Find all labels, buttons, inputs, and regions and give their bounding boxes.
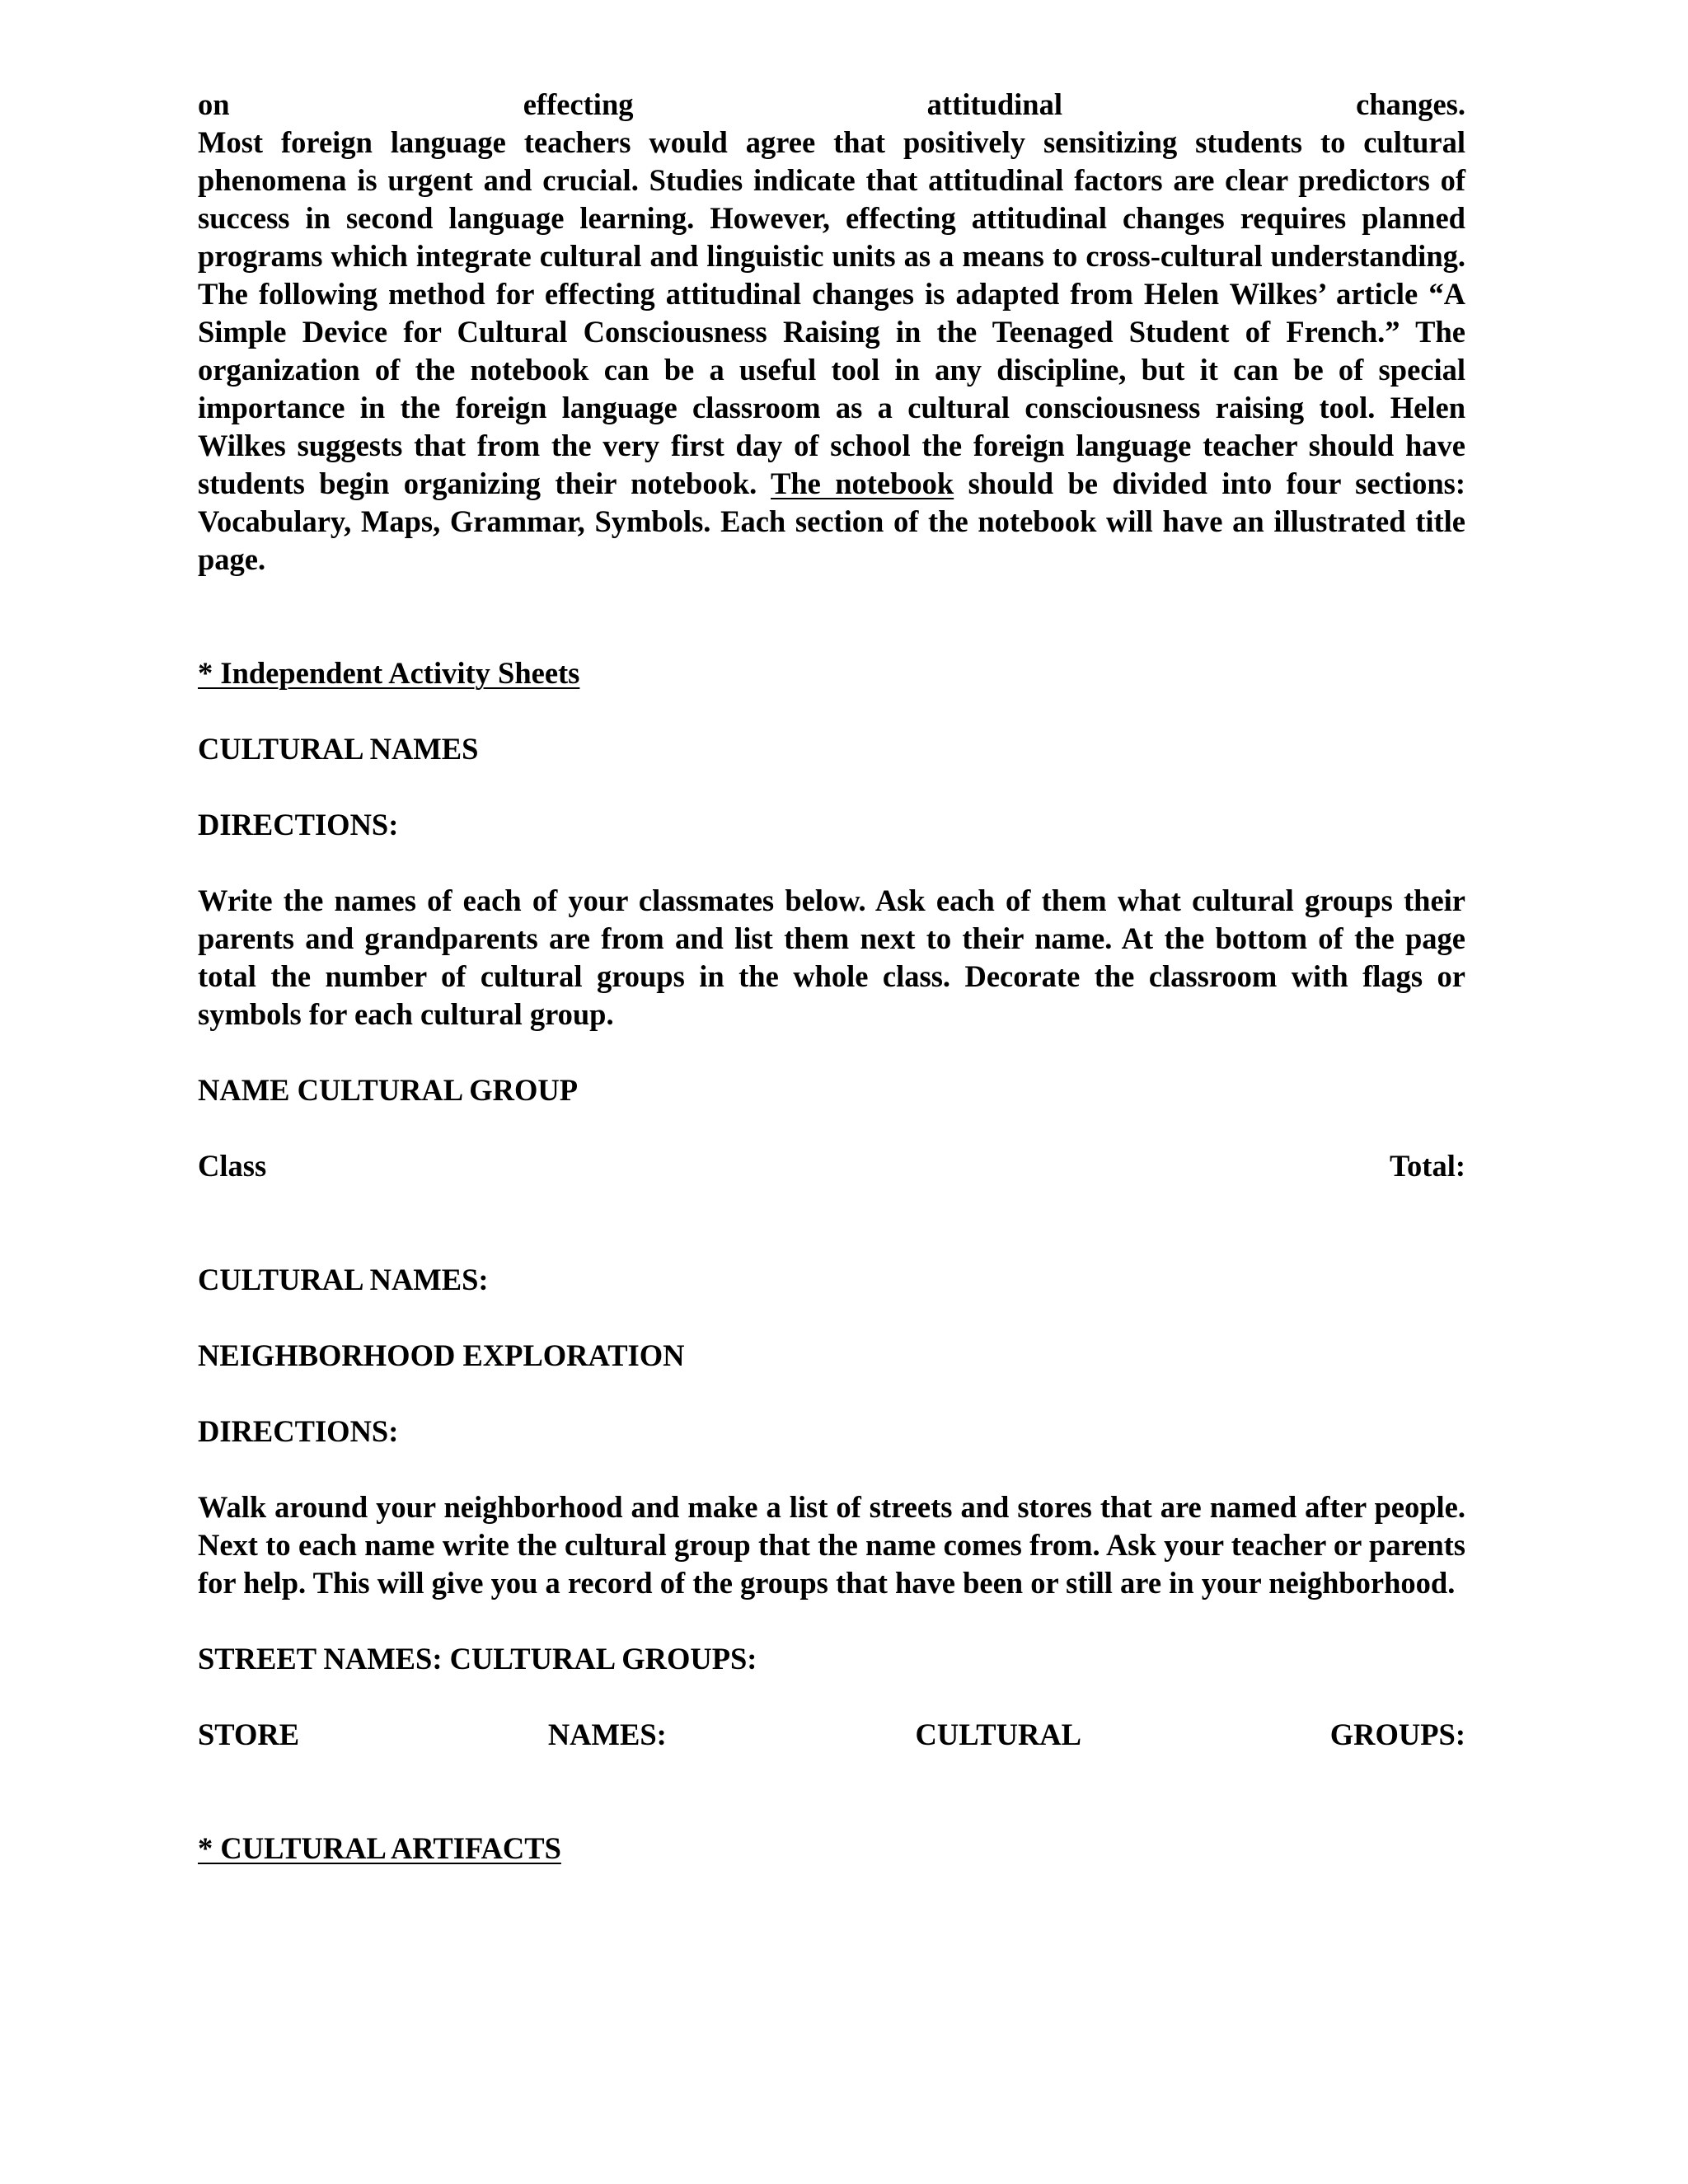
class-label: Class bbox=[198, 1149, 267, 1183]
intro-text-after: should be divided into four sections: Vocabulary, Maps, Grammar, Symbols. Each section of the notebook will have an illustrated title page. bbox=[198, 466, 1465, 576]
cultural-names-directions-label: DIRECTIONS: bbox=[198, 808, 399, 841]
store-word: CULTURAL bbox=[915, 1718, 1082, 1751]
neighborhood-directions-label: DIRECTIONS: bbox=[198, 1414, 399, 1448]
neighborhood-title-line2: NEIGHBORHOOD EXPLORATION bbox=[198, 1338, 685, 1372]
total-label: Total: bbox=[1390, 1149, 1465, 1183]
neighborhood-directions-text: Walk around your neighborhood and make a list of streets and stores that are named after people. Next to each name write the cultural group that the name comes from. Ask your teacher or parents for help. This will give you a record of the groups that have been or still are in your neighborhood. bbox=[198, 1490, 1465, 1600]
cultural-artifacts-heading-text: * CULTURAL ARTIFACTS bbox=[198, 1831, 561, 1865]
activity-sheets-heading-text: * Independent Activity Sheets bbox=[198, 656, 580, 690]
intro-paragraph bbox=[198, 124, 1465, 579]
notebook-underlined-phrase: The notebook bbox=[770, 466, 954, 500]
store-word: GROUPS: bbox=[1329, 1718, 1465, 1751]
store-names-line bbox=[198, 1716, 1465, 1754]
page-content bbox=[198, 86, 1465, 1868]
cultural-names-title: CULTURAL NAMES bbox=[198, 732, 479, 766]
intro-word: attitudinal bbox=[926, 87, 1062, 121]
intro-text-before: Most foreign language teachers would agree that positively sensitizing students to cultural phenomena is urgent and crucial. Studies indicate that attitudinal factors are clear predictors of success in second language learning. However, effecting attitudinal changes requires planned programs which integrate cultural and linguistic units as a means to cross-cultural understanding. The following method for effecting attitudinal changes is adapted from Helen Wilkes’ article “A Simple Device for Cultural Consciousness Raising in the Teenaged Student of French.” The organization of the notebook can be a useful tool in any discipline, but it can be of special importance in the foreign language classroom as a cultural consciousness raising tool. Helen Wilkes suggests that from the very first day of school the foreign language teacher should have students begin organizing their notebook. bbox=[198, 125, 1465, 500]
class-total-line bbox=[198, 1147, 1465, 1185]
cultural-artifacts-heading bbox=[198, 1830, 1465, 1868]
street-names-line: STREET NAMES: CULTURAL GROUPS: bbox=[198, 1642, 757, 1675]
cultural-names-directions-text: Write the names of each of your classmates below. Ask each of them what cultural groups their parents and grandparents are from and list them next to their name. At the bottom of the page total the number of cultural groups in the whole class. Decorate the classroom with flags or symbols for each cultural group. bbox=[198, 883, 1465, 1031]
intro-word: on bbox=[198, 87, 230, 121]
store-word: STORE bbox=[198, 1718, 300, 1751]
neighborhood-title-line1: CULTURAL NAMES: bbox=[198, 1263, 489, 1296]
intro-word: changes. bbox=[1356, 87, 1465, 121]
activity-sheets-heading bbox=[198, 654, 1465, 692]
intro-word: effecting bbox=[523, 87, 634, 121]
name-cultural-group-columns: NAME CULTURAL GROUP bbox=[198, 1073, 579, 1107]
store-word: NAMES: bbox=[547, 1718, 667, 1751]
intro-first-line bbox=[198, 86, 1465, 124]
